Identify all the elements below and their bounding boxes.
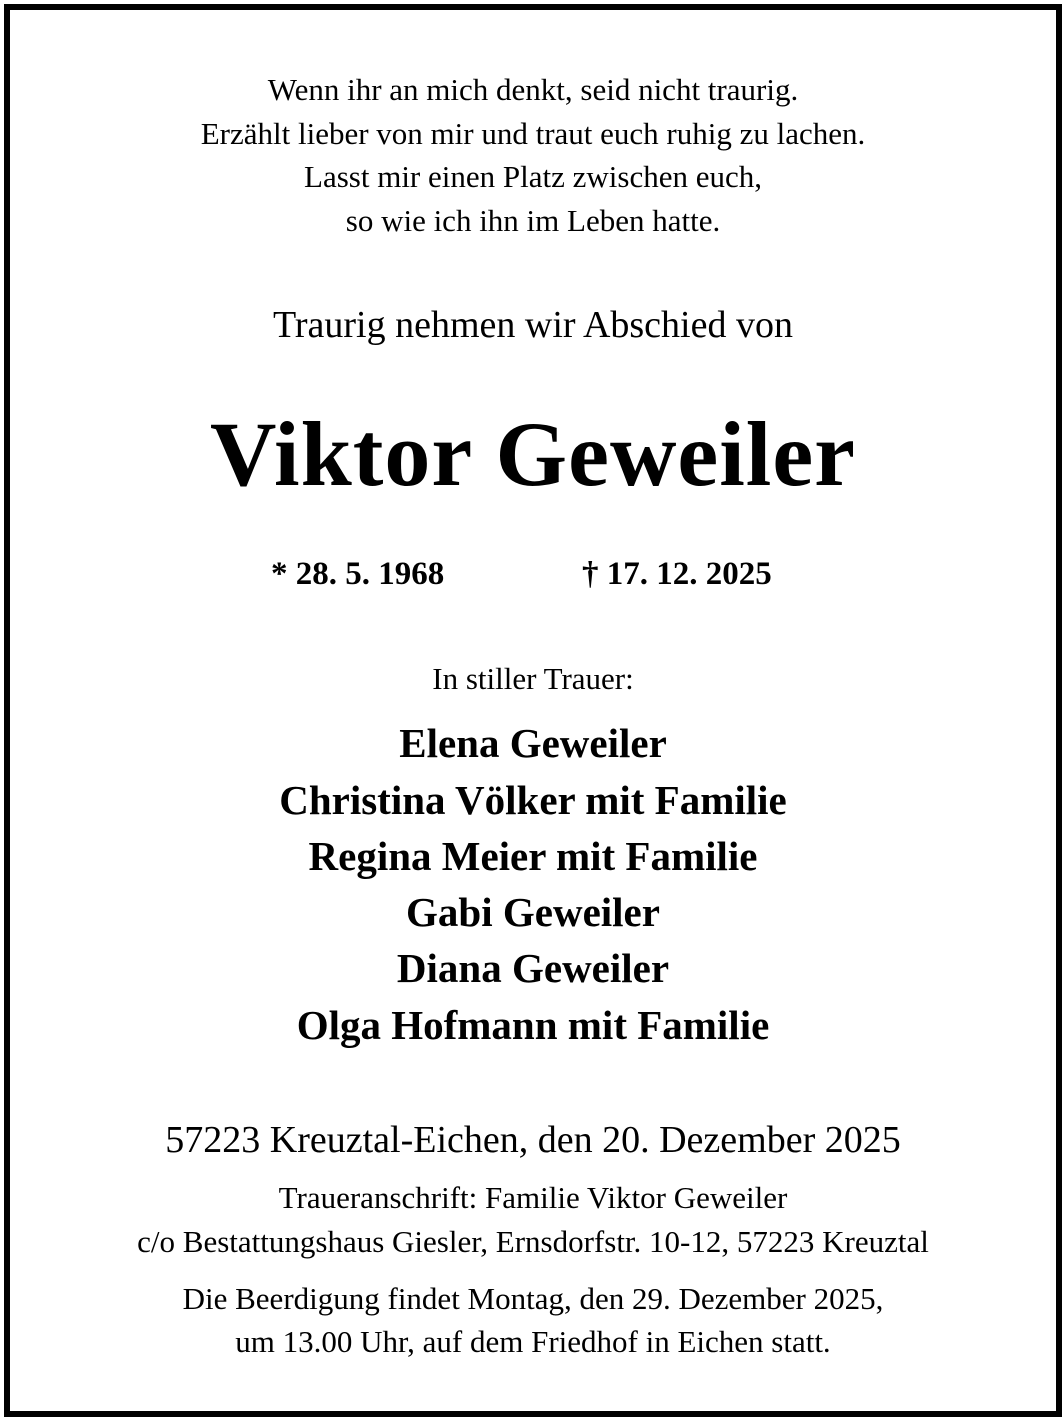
- mourning-label: In stiller Trauer:: [432, 661, 634, 696]
- obituary-notice: [4, 4, 1062, 1417]
- poem-line: so wie ich ihn im Leben hatte.: [345, 203, 721, 238]
- mourning-address-line: c/o Bestattungshaus Giesler, Ernsdorfstr. 10-12, 57223 Kreuztal: [137, 1224, 929, 1259]
- poem-line: Erzählt lieber von mir und traut euch ruhig zu lachen.: [200, 116, 866, 151]
- mourning-address-line: Traueranschrift: Familie Viktor Geweiler: [278, 1180, 788, 1215]
- mourner-name: Olga Hofmann mit Familie: [296, 1002, 770, 1048]
- deceased-name: Viktor Geweiler: [209, 403, 857, 505]
- funeral-info-line: um 13.00 Uhr, auf dem Friedhof in Eichen statt.: [235, 1324, 831, 1359]
- mourner-name: Christina Völker mit Familie: [279, 777, 787, 823]
- death-date: † 17. 12. 2025: [582, 556, 772, 592]
- place-date: 57223 Kreuztal-Eichen, den 20. Dezember 2025: [165, 1119, 901, 1161]
- funeral-info-line: Die Beerdigung findet Montag, den 29. Dezember 2025,: [182, 1281, 884, 1316]
- poem-line: Lasst mir einen Platz zwischen euch,: [304, 159, 762, 194]
- farewell-intro: Traurig nehmen wir Abschied von: [273, 304, 793, 346]
- poem-line: Wenn ihr an mich denkt, seid nicht traurig.: [267, 72, 799, 107]
- mourner-name: Regina Meier mit Familie: [308, 833, 758, 879]
- mourner-name: Elena Geweiler: [399, 720, 667, 766]
- mourner-name: Gabi Geweiler: [406, 889, 660, 935]
- mourner-name: Diana Geweiler: [396, 945, 670, 991]
- birth-date: * 28. 5. 1968: [271, 556, 445, 592]
